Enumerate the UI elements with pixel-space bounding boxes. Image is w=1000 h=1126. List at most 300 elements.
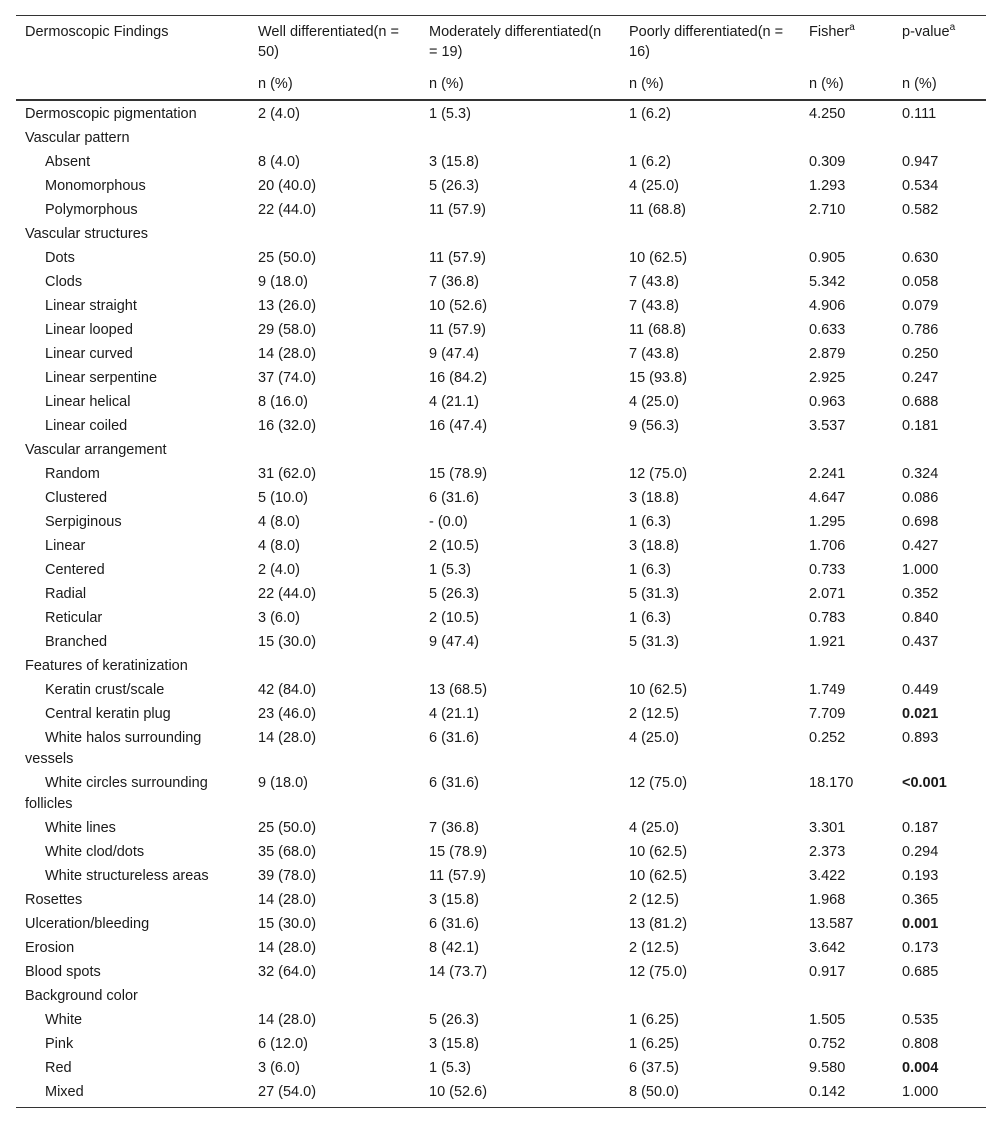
cell-p-value: 0.187: [902, 820, 939, 836]
cell-p-value: 0.111: [902, 106, 937, 122]
table-row: [16, 175, 986, 199]
row-label: Clustered: [45, 490, 108, 506]
row-label: White lines: [45, 820, 116, 836]
row-label: Keratin crust/scale: [45, 682, 165, 698]
header-sub-unit: n (%): [249, 74, 420, 100]
table-row: [16, 223, 986, 247]
header-well-differentiated: Well differentiated(n = 50): [249, 16, 420, 75]
cell-poor: 4 (25.0): [629, 730, 679, 746]
cell-moderate: 11 (57.9): [429, 250, 486, 266]
header-findings: Dermoscopic Findings: [16, 16, 249, 75]
cell-fisher: 1.921: [809, 634, 846, 650]
cell-fisher: 0.963: [809, 394, 846, 410]
header-sub-unit: n (%): [893, 74, 986, 100]
cell-moderate: 7 (36.8): [429, 820, 479, 836]
row-label: White clod/dots: [45, 844, 145, 860]
table-row: [16, 151, 986, 175]
cell-poor: 4 (25.0): [629, 178, 679, 194]
cell-poor: 13 (81.2): [629, 916, 688, 932]
row-label: Dots: [45, 250, 75, 266]
cell-poor: 9 (56.3): [629, 418, 679, 434]
cell-fisher: 1.706: [809, 538, 846, 554]
cell-well: 29 (58.0): [258, 322, 317, 338]
cell-p-value: 0.893: [902, 730, 939, 746]
cell-poor: 4 (25.0): [629, 820, 679, 836]
row-label: White halos surrounding vessels: [25, 730, 202, 767]
cell-well: 2 (4.0): [258, 562, 300, 578]
cell-p-value: 0.193: [902, 868, 939, 884]
cell-poor: 1 (6.25): [629, 1036, 679, 1052]
header-fisher: [800, 16, 893, 75]
cell-moderate: 5 (26.3): [429, 178, 479, 194]
cell-fisher: 0.733: [809, 562, 846, 578]
table-row: [16, 679, 986, 703]
row-label: Linear curved: [45, 346, 133, 362]
header-fisher-sup: a: [849, 22, 855, 34]
cell-poor: [620, 127, 800, 151]
table-row: [16, 913, 986, 937]
cell-moderate: 13 (68.5): [429, 682, 488, 698]
row-label: Ulceration/bleeding: [25, 916, 150, 932]
table-row: [16, 865, 986, 889]
cell-p-value: 0.247: [902, 370, 939, 386]
table-row: [16, 631, 986, 655]
cell-fisher: 0.783: [809, 610, 846, 626]
row-label: Branched: [45, 634, 108, 650]
row-label: Central keratin plug: [45, 706, 171, 722]
cell-fisher: 3.537: [809, 418, 846, 434]
cell-poor: 10 (62.5): [629, 250, 688, 266]
cell-p-value: 0.173: [902, 940, 939, 956]
cell-well: 6 (12.0): [258, 1036, 308, 1052]
table-row: [16, 463, 986, 487]
row-label: Linear looped: [45, 322, 133, 338]
cell-p-value: 0.294: [902, 844, 939, 860]
table-row: [16, 247, 986, 271]
table-row: [16, 535, 986, 559]
cell-fisher: 3.642: [809, 940, 846, 956]
cell-moderate: 1 (5.3): [429, 1060, 471, 1076]
row-label: Linear: [45, 538, 86, 554]
cell-p-value: 0.427: [902, 538, 939, 554]
cell-moderate: 3 (15.8): [429, 892, 479, 908]
cell-well: 13 (26.0): [258, 298, 317, 314]
cell-poor: 15 (93.8): [629, 370, 688, 386]
cell-fisher: [800, 223, 893, 247]
cell-poor: 2 (12.5): [629, 892, 679, 908]
cell-moderate: 2 (10.5): [429, 538, 479, 554]
cell-poor: 5 (31.3): [629, 634, 679, 650]
table-row: [16, 727, 986, 772]
cell-fisher: 18.170: [809, 775, 854, 791]
cell-p-value: 0.630: [902, 250, 939, 266]
cell-p-value: 0.181: [902, 418, 939, 434]
cell-p-value: <0.001: [902, 775, 947, 791]
cell-moderate: [420, 655, 620, 679]
cell-fisher: 2.241: [809, 466, 846, 482]
cell-p-value: [893, 439, 986, 463]
table-row: [16, 607, 986, 631]
cell-fisher: 0.633: [809, 322, 846, 338]
cell-fisher: [800, 439, 893, 463]
table-row: [16, 319, 986, 343]
cell-poor: 1 (6.3): [629, 610, 671, 626]
cell-moderate: 6 (31.6): [429, 490, 479, 506]
row-label: Linear straight: [45, 298, 137, 314]
header-p-value: [893, 16, 986, 75]
table-row: [16, 817, 986, 841]
table-row: [16, 343, 986, 367]
header-sub-unit: n (%): [620, 74, 800, 100]
cell-fisher: 1.295: [809, 514, 846, 530]
cell-well: 4 (8.0): [258, 538, 300, 554]
row-label: White circles surrounding follicles: [25, 775, 208, 812]
cell-moderate: 15 (78.9): [429, 844, 488, 860]
cell-poor: 11 (68.8): [629, 202, 686, 218]
cell-well: [249, 655, 420, 679]
cell-poor: 7 (43.8): [629, 346, 679, 362]
cell-well: [249, 439, 420, 463]
row-label: Linear serpentine: [45, 370, 158, 386]
row-label: Background color: [25, 988, 138, 1004]
table-row: [16, 391, 986, 415]
cell-poor: 7 (43.8): [629, 274, 679, 290]
row-label: Monomorphous: [45, 178, 146, 194]
cell-poor: 12 (75.0): [629, 964, 688, 980]
cell-poor: 7 (43.8): [629, 298, 679, 314]
row-label: Pink: [45, 1036, 74, 1052]
table-row: [16, 487, 986, 511]
cell-p-value: 0.947: [902, 154, 939, 170]
cell-p-value: [893, 223, 986, 247]
cell-p-value: 0.352: [902, 586, 939, 602]
cell-poor: 4 (25.0): [629, 394, 679, 410]
cell-p-value: 1.000: [902, 562, 939, 578]
cell-fisher: 3.422: [809, 868, 846, 884]
cell-moderate: 10 (52.6): [429, 1084, 488, 1100]
cell-fisher: 2.373: [809, 844, 846, 860]
cell-fisher: 7.709: [809, 706, 846, 722]
cell-well: 42 (84.0): [258, 682, 317, 698]
cell-poor: 3 (18.8): [629, 490, 679, 506]
cell-moderate: 6 (31.6): [429, 916, 479, 932]
header-fisher-label: Fisher: [809, 24, 850, 40]
row-label: Serpiginous: [45, 514, 122, 530]
row-label: Radial: [45, 586, 87, 602]
table-body: [16, 100, 986, 1107]
cell-p-value: 0.058: [902, 274, 939, 290]
cell-well: 25 (50.0): [258, 250, 317, 266]
cell-fisher: 3.301: [809, 820, 846, 836]
cell-fisher: [800, 127, 893, 151]
cell-well: 16 (32.0): [258, 418, 317, 434]
cell-fisher: [800, 655, 893, 679]
row-label: Reticular: [45, 610, 103, 626]
cell-poor: 12 (75.0): [629, 466, 688, 482]
row-label: Absent: [45, 154, 91, 170]
table-row: [16, 1009, 986, 1033]
cell-moderate: 16 (47.4): [429, 418, 488, 434]
cell-p-value: 0.786: [902, 322, 939, 338]
cell-poor: [620, 439, 800, 463]
cell-p-value: 0.534: [902, 178, 939, 194]
cell-fisher: 9.580: [809, 1060, 846, 1076]
cell-well: 3 (6.0): [258, 1060, 300, 1076]
cell-fisher: 2.710: [809, 202, 846, 218]
cell-well: 14 (28.0): [258, 940, 317, 956]
cell-moderate: 3 (15.8): [429, 154, 479, 170]
header-poorly-differentiated: Poorly differentiated(n = 16): [620, 16, 800, 75]
cell-fisher: 2.925: [809, 370, 846, 386]
table-row: [16, 271, 986, 295]
cell-poor: 10 (62.5): [629, 868, 688, 884]
row-label: Vascular arrangement: [25, 442, 167, 458]
cell-moderate: 4 (21.1): [429, 706, 479, 722]
cell-p-value: 0.449: [902, 682, 939, 698]
cell-p-value: 0.698: [902, 514, 939, 530]
table-row: [16, 841, 986, 865]
table-row: [16, 961, 986, 985]
cell-p-value: 0.021: [902, 706, 939, 722]
cell-well: 22 (44.0): [258, 202, 317, 218]
row-label: Vascular pattern: [25, 130, 130, 146]
cell-p-value: 0.079: [902, 298, 939, 314]
row-label: Mixed: [45, 1084, 84, 1100]
table-row: [16, 985, 986, 1009]
cell-p-value: 1.000: [902, 1084, 939, 1100]
row-label: Linear coiled: [45, 418, 128, 434]
table-row: [16, 295, 986, 319]
table-row: [16, 583, 986, 607]
cell-moderate: 5 (26.3): [429, 586, 479, 602]
cell-poor: 10 (62.5): [629, 682, 688, 698]
cell-p-value: 0.688: [902, 394, 939, 410]
cell-p-value: 0.001: [902, 916, 939, 932]
cell-poor: 12 (75.0): [629, 775, 688, 791]
table-row: [16, 367, 986, 391]
cell-p-value: 0.582: [902, 202, 939, 218]
header-moderately-differentiated: Moderately differentiated(n = 19): [420, 16, 620, 75]
cell-well: [249, 223, 420, 247]
row-label: Clods: [45, 274, 83, 290]
cell-fisher: 1.293: [809, 178, 846, 194]
row-label: White structureless areas: [45, 868, 209, 884]
cell-poor: 10 (62.5): [629, 844, 688, 860]
cell-poor: 2 (12.5): [629, 706, 679, 722]
cell-moderate: 1 (5.3): [429, 106, 471, 122]
cell-well: 14 (28.0): [258, 1012, 317, 1028]
cell-well: 22 (44.0): [258, 586, 317, 602]
cell-well: 9 (18.0): [258, 274, 308, 290]
table-header: [16, 16, 986, 101]
table-row: [16, 1057, 986, 1081]
cell-well: 20 (40.0): [258, 178, 317, 194]
cell-well: 5 (10.0): [258, 490, 308, 506]
cell-well: 25 (50.0): [258, 820, 317, 836]
row-label: Features of keratinization: [25, 658, 188, 674]
cell-well: 2 (4.0): [258, 106, 300, 122]
cell-fisher: 0.252: [809, 730, 846, 746]
cell-fisher: 4.647: [809, 490, 846, 506]
cell-well: [249, 127, 420, 151]
cell-moderate: 6 (31.6): [429, 730, 479, 746]
cell-p-value: 0.004: [902, 1060, 939, 1076]
cell-well: 32 (64.0): [258, 964, 317, 980]
row-label: Blood spots: [25, 964, 101, 980]
table-row: [16, 199, 986, 223]
cell-well: 15 (30.0): [258, 634, 317, 650]
table-row: [16, 772, 986, 817]
header-row: [16, 16, 986, 75]
header-p-value-sup: a: [949, 22, 956, 34]
cell-poor: 1 (6.2): [629, 106, 671, 122]
cell-fisher: 5.342: [809, 274, 846, 290]
cell-fisher: 2.071: [809, 586, 846, 602]
cell-moderate: 15 (78.9): [429, 466, 488, 482]
row-label: Erosion: [25, 940, 75, 956]
cell-p-value: [893, 127, 986, 151]
table-row: [16, 559, 986, 583]
cell-moderate: [420, 127, 620, 151]
cell-well: 15 (30.0): [258, 916, 317, 932]
table-row: [16, 415, 986, 439]
row-label: Vascular structures: [25, 226, 149, 242]
cell-well: 23 (46.0): [258, 706, 317, 722]
cell-p-value: 0.324: [902, 466, 939, 482]
cell-p-value: 0.437: [902, 634, 939, 650]
row-label: Rosettes: [25, 892, 83, 908]
cell-well: 8 (16.0): [258, 394, 308, 410]
cell-fisher: 1.968: [809, 892, 846, 908]
cell-p-value: [893, 655, 986, 679]
cell-fisher: 4.250: [809, 106, 846, 122]
row-label: Random: [45, 466, 100, 482]
cell-p-value: 0.250: [902, 346, 939, 362]
table-row: [16, 127, 986, 151]
cell-poor: [620, 655, 800, 679]
cell-moderate: 9 (47.4): [429, 346, 479, 362]
table-row: [16, 889, 986, 913]
row-label: Polymorphous: [45, 202, 138, 218]
cell-p-value: 0.086: [902, 490, 939, 506]
table-row: [16, 439, 986, 463]
cell-poor: 6 (37.5): [629, 1060, 679, 1076]
row-label: Dermoscopic pigmentation: [25, 106, 197, 122]
table-row: [16, 100, 986, 127]
cell-well: 31 (62.0): [258, 466, 317, 482]
header-sub-unit: n (%): [420, 74, 620, 100]
cell-moderate: [420, 439, 620, 463]
cell-p-value: 0.365: [902, 892, 939, 908]
cell-moderate: 4 (21.1): [429, 394, 479, 410]
cell-well: [249, 985, 420, 1009]
cell-p-value: 0.535: [902, 1012, 939, 1028]
cell-p-value: 0.808: [902, 1036, 939, 1052]
row-label: White: [45, 1012, 83, 1028]
cell-well: 14 (28.0): [258, 892, 317, 908]
cell-poor: 3 (18.8): [629, 538, 679, 554]
cell-poor: 1 (6.3): [629, 562, 671, 578]
cell-moderate: 11 (57.9): [429, 868, 486, 884]
table-bottom-rule: [16, 1107, 986, 1108]
table-row: [16, 1033, 986, 1057]
cell-fisher: 0.917: [809, 964, 846, 980]
cell-p-value: 0.840: [902, 610, 939, 626]
cell-well: 35 (68.0): [258, 844, 317, 860]
cell-p-value: [893, 985, 986, 1009]
cell-poor: [620, 223, 800, 247]
table-row: [16, 703, 986, 727]
cell-well: 8 (4.0): [258, 154, 300, 170]
cell-well: 4 (8.0): [258, 514, 300, 530]
cell-moderate: [420, 985, 620, 1009]
cell-well: 14 (28.0): [258, 346, 317, 362]
cell-poor: 2 (12.5): [629, 940, 679, 956]
header-subrow: [16, 74, 986, 100]
cell-moderate: 7 (36.8): [429, 274, 479, 290]
cell-fisher: 0.142: [809, 1084, 846, 1100]
header-p-value-label: p-value: [902, 24, 950, 40]
cell-moderate: - (0.0): [429, 514, 468, 530]
cell-well: 37 (74.0): [258, 370, 317, 386]
cell-moderate: 11 (57.9): [429, 322, 486, 338]
cell-moderate: 8 (42.1): [429, 940, 479, 956]
cell-moderate: 14 (73.7): [429, 964, 488, 980]
cell-poor: 1 (6.25): [629, 1012, 679, 1028]
cell-moderate: 1 (5.3): [429, 562, 471, 578]
cell-well: 9 (18.0): [258, 775, 308, 791]
cell-poor: 1 (6.3): [629, 514, 671, 530]
cell-moderate: 2 (10.5): [429, 610, 479, 626]
dermoscopic-findings-table: [16, 15, 986, 1107]
cell-poor: 8 (50.0): [629, 1084, 679, 1100]
cell-well: 39 (78.0): [258, 868, 317, 884]
cell-fisher: 2.879: [809, 346, 846, 362]
cell-fisher: 13.587: [809, 916, 854, 932]
cell-moderate: 3 (15.8): [429, 1036, 479, 1052]
table-row: [16, 937, 986, 961]
cell-moderate: [420, 223, 620, 247]
cell-moderate: 6 (31.6): [429, 775, 479, 791]
header-sub-empty: [16, 74, 249, 100]
row-label: Centered: [45, 562, 105, 578]
cell-moderate: 9 (47.4): [429, 634, 479, 650]
cell-fisher: 1.749: [809, 682, 846, 698]
table-row: [16, 511, 986, 535]
cell-well: 14 (28.0): [258, 730, 317, 746]
header-sub-unit: n (%): [800, 74, 893, 100]
cell-moderate: 5 (26.3): [429, 1012, 479, 1028]
cell-poor: 5 (31.3): [629, 586, 679, 602]
cell-fisher: 1.505: [809, 1012, 846, 1028]
cell-poor: 11 (68.8): [629, 322, 686, 338]
cell-well: 27 (54.0): [258, 1084, 317, 1100]
cell-poor: 1 (6.2): [629, 154, 671, 170]
row-label: Red: [45, 1060, 72, 1076]
cell-fisher: 0.752: [809, 1036, 846, 1052]
cell-fisher: 0.905: [809, 250, 846, 266]
table-row: [16, 1081, 986, 1107]
cell-moderate: 11 (57.9): [429, 202, 486, 218]
table-row: [16, 655, 986, 679]
row-label: Linear helical: [45, 394, 131, 410]
cell-fisher: [800, 985, 893, 1009]
cell-moderate: 10 (52.6): [429, 298, 488, 314]
cell-poor: [620, 985, 800, 1009]
cell-fisher: 4.906: [809, 298, 846, 314]
cell-p-value: 0.685: [902, 964, 939, 980]
cell-well: 3 (6.0): [258, 610, 300, 626]
